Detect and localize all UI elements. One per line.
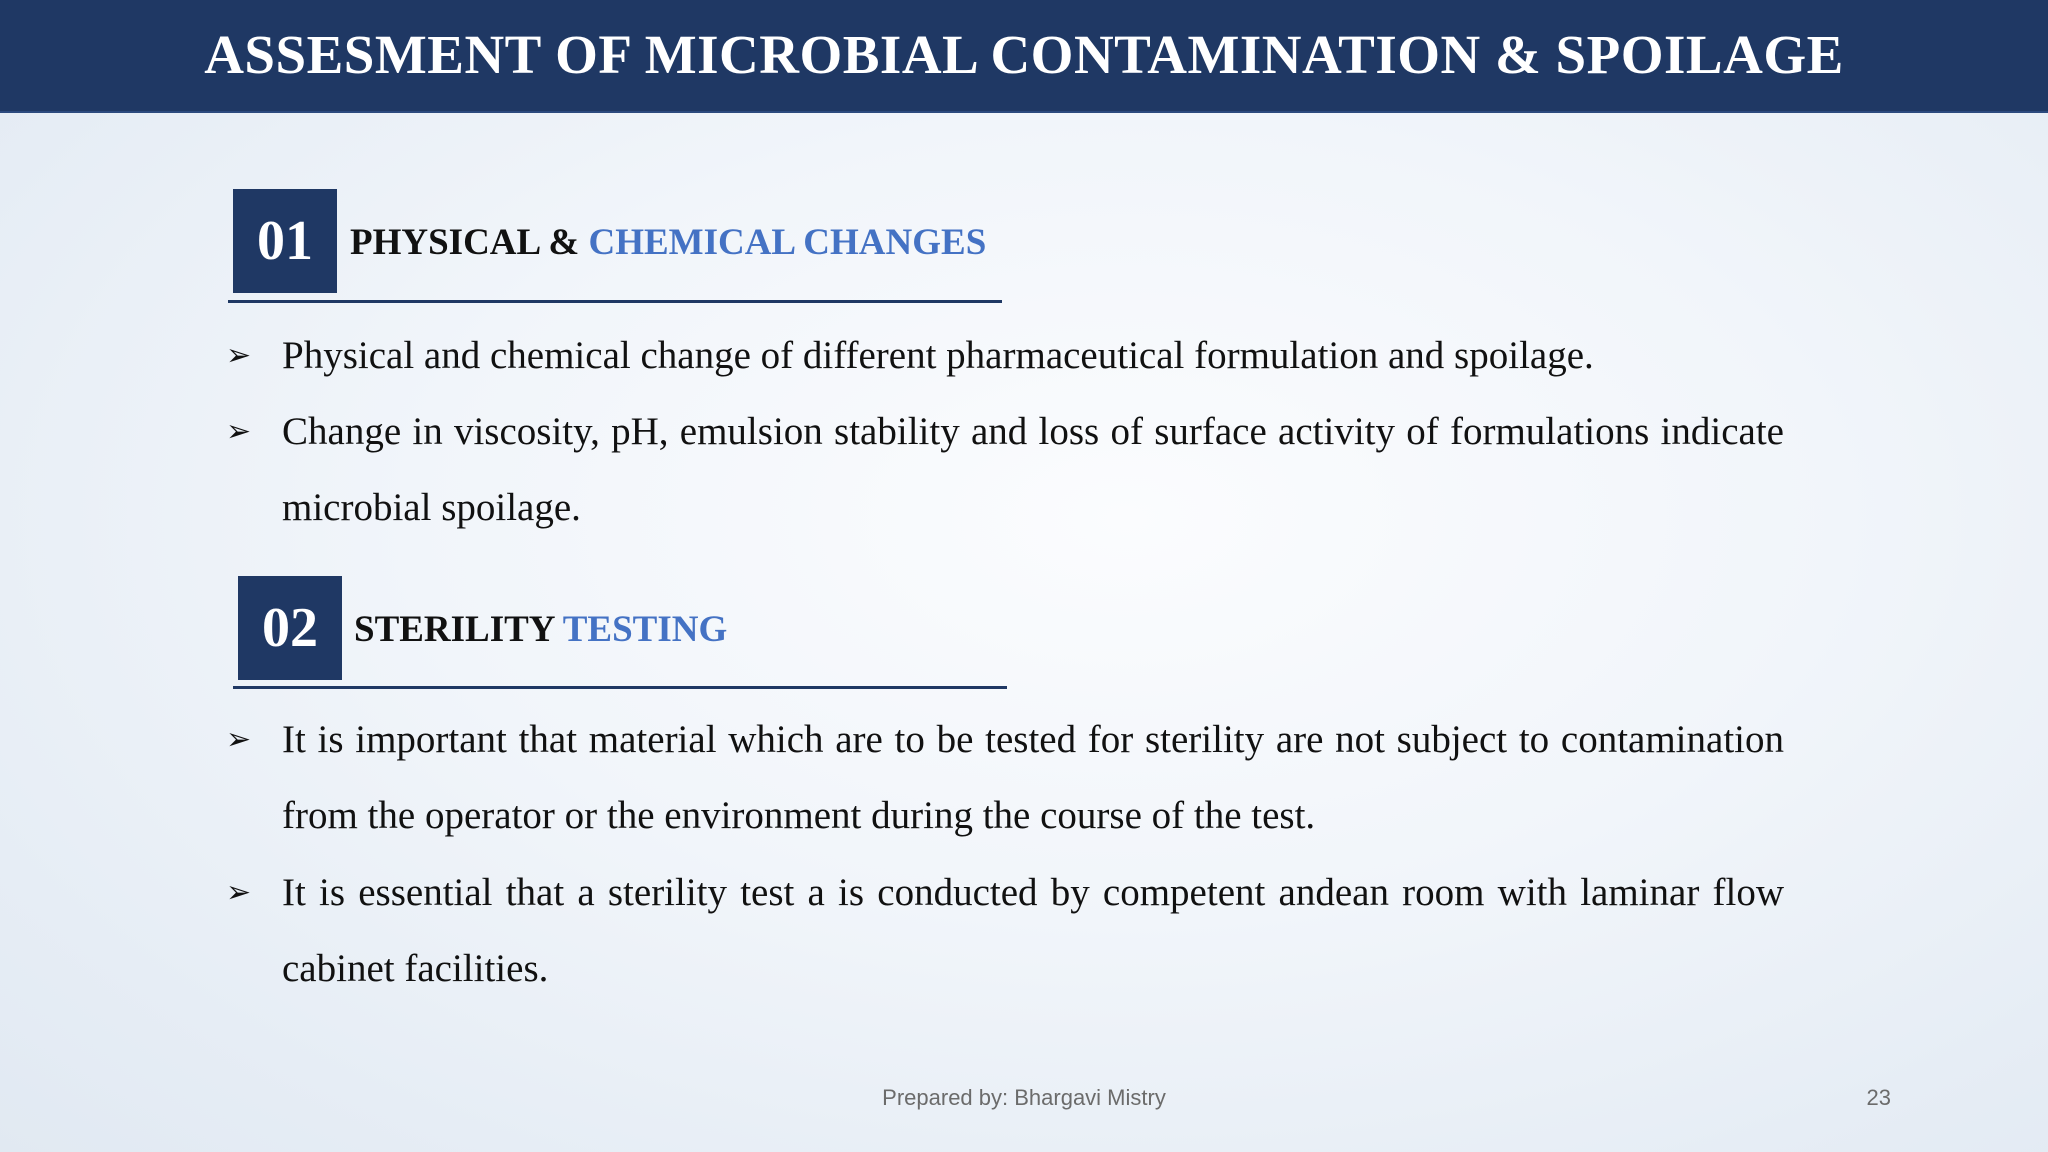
section-number-box: 01: [233, 189, 337, 293]
arrow-bullet-icon: ➢: [226, 414, 252, 449]
bullet-text: Physical and chemical change of different pharmaceutical formulation and spoilage.: [282, 334, 1594, 377]
bullet-item: [226, 702, 1784, 854]
heading-accent-part: TESTING: [562, 609, 728, 650]
section-underline: [228, 300, 1002, 303]
section-heading: [350, 221, 986, 264]
bullet-text: It is essential that a sterility test a is conducted by competent andean room with laminar flow cabinet facilities.: [282, 871, 1784, 990]
section-number-box: 02: [238, 576, 342, 680]
arrow-bullet-icon: ➢: [226, 338, 252, 373]
footer-author: Prepared by: Bhargavi Mistry: [882, 1085, 1166, 1110]
section-underline: [233, 686, 1007, 689]
bullet-text: It is important that material which are to be tested for sterility are not subject to contamination from the operator or the environment during the course of the test.: [282, 718, 1784, 837]
bullet-item: [226, 394, 1784, 546]
slide-title: ASSESMENT OF MICROBIAL CONTAMINATION & SPOILAGE: [204, 24, 1844, 85]
heading-dark-part: PHYSICAL &: [350, 222, 589, 263]
bullet-item: [226, 855, 1784, 1007]
arrow-bullet-icon: ➢: [226, 722, 252, 757]
heading-accent-part: CHEMICAL CHANGES: [588, 222, 987, 263]
section-heading: [354, 608, 727, 651]
bullet-text: Change in viscosity, pH, emulsion stability and loss of surface activity of formulations indicate microbial spoilage.: [282, 410, 1784, 529]
bullet-item: [226, 318, 1784, 394]
arrow-bullet-icon: ➢: [226, 875, 252, 910]
page-number: 23: [1866, 1085, 1891, 1110]
section-header-physical-chemical: [233, 189, 1013, 293]
section-header-sterility-testing: [238, 576, 1018, 680]
heading-dark-part: STERILITY: [354, 609, 563, 650]
title-bar: [0, 0, 2048, 113]
